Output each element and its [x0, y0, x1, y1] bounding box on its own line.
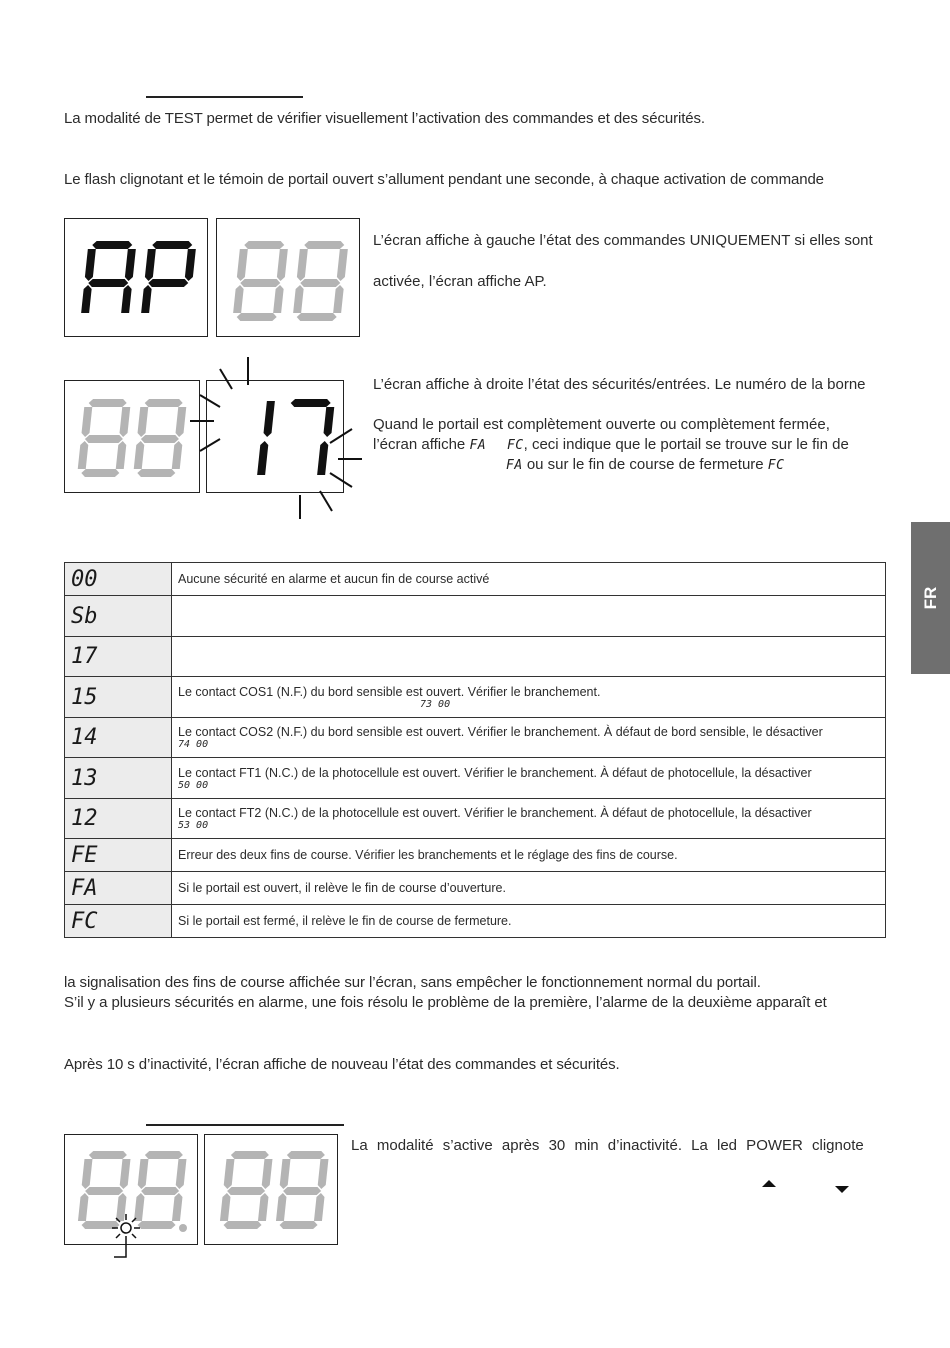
status-code: FA: [65, 872, 172, 905]
status-desc: [172, 637, 886, 677]
cmd-text-1: L’écran affiche à gauche l’état des commandes UNIQUEMENT si elles sont: [373, 232, 873, 249]
code-fa: FA: [506, 458, 523, 473]
table-row: [65, 839, 886, 872]
segment-display-88-off: [205, 1135, 337, 1244]
status-param: 74 00: [178, 739, 209, 750]
section-rule-test: [146, 96, 303, 98]
status-param: 73 00: [420, 698, 451, 710]
after-text-2: S’il y a plusieurs sécurités en alarme, une fois résolu le problème de la première, l’alarme de la deuxième apparaît et: [64, 994, 827, 1011]
status-desc: [172, 872, 886, 905]
display-safety-left: [64, 380, 200, 493]
status-desc: [172, 905, 886, 938]
display-standby-right: [204, 1134, 338, 1245]
status-desc: [172, 839, 886, 872]
table-row: [65, 799, 886, 839]
safety-text-2: Quand le portail est complètement ouverte ou complètement fermée,: [373, 416, 830, 433]
status-desc-text: Si le portail est ouvert, il relève le fin de course d’ouverture.: [178, 881, 506, 895]
arrow-up-icon: [762, 1180, 776, 1188]
code-fc: FC: [506, 438, 524, 453]
status-desc-text: Si le portail est fermé, il relève le fin de course de fermeture.: [178, 914, 512, 928]
status-desc-text: Le contact FT1 (N.C.) de la photocellule est ouvert. Vérifier le branchement. À défaut de photocellule, la désactiver: [178, 765, 812, 780]
table-row: [65, 758, 886, 799]
status-desc-text: Le contact COS2 (N.F.) du bord sensible est ouvert. Vérifier le branchement. À défaut de bord sensible, le désactiver: [178, 725, 823, 739]
status-param: 50 00: [178, 779, 209, 791]
arrow-down-icon: [835, 1186, 849, 1194]
table-row: [65, 637, 886, 677]
after-text-1: la signalisation des fins de course affichée sur l’écran, sans empêcher le fonctionnement normal du portail.: [64, 974, 761, 991]
flash-text: Le flash clignotant et le témoin de portail ouvert s’allument pendant une seconde, à chaque activation de commande: [64, 171, 824, 188]
table-row: [65, 905, 886, 938]
status-code: 17: [65, 637, 172, 677]
status-code: 13: [65, 758, 172, 799]
code-fa: FA: [469, 438, 487, 453]
status-code: FE: [65, 839, 172, 872]
standby-text: La modalité s’active après 30 min d’inactivité. La led POWER clignote: [351, 1137, 864, 1154]
display-cmd-left: [64, 218, 208, 337]
display-cmd-right: [216, 218, 360, 337]
status-desc: [172, 799, 886, 839]
status-desc: [172, 596, 886, 637]
table-row: [65, 718, 886, 758]
status-code-table: [64, 562, 886, 938]
status-code: 14: [65, 718, 172, 758]
power-led-blink-icon: [108, 1210, 148, 1260]
section-rule-standby: [146, 1124, 344, 1126]
status-desc-text: Erreur des deux fins de course. Vérifier les branchements et le réglage des fins de course.: [178, 848, 678, 862]
safety-text-4b: ou sur le fin de course de fermeture: [526, 456, 764, 473]
segment-display-88-off: [65, 381, 199, 492]
table-row: [65, 677, 886, 718]
status-code: 12: [65, 799, 172, 839]
status-code: FC: [65, 905, 172, 938]
safety-text-1: L’écran affiche à droite l’état des sécurités/entrées. Le numéro de la borne: [373, 376, 866, 393]
table-row: [65, 872, 886, 905]
test-intro-text: La modalité de TEST permet de vérifier visuellement l’activation des commandes et des sécurités.: [64, 110, 705, 127]
status-param: 53 00: [178, 820, 209, 831]
table-row: [65, 563, 886, 596]
segment-display-88-off: [217, 219, 359, 336]
status-desc: [172, 563, 886, 596]
language-tab: [911, 522, 950, 674]
status-desc-text: Le contact COS1 (N.F.) du bord sensible est ouvert. Vérifier le branchement.: [178, 684, 601, 699]
status-desc-text: Le contact FT2 (N.C.) de la photocellule est ouvert. Vérifier le branchement. À défaut de photocellule, la désactiver: [178, 806, 812, 820]
status-code: Sb: [65, 596, 172, 637]
status-desc: [172, 758, 886, 799]
status-desc-text: Aucune sécurité en alarme et aucun fin de course activé: [178, 572, 490, 586]
status-code: 15: [65, 677, 172, 718]
code-fc: FC: [767, 458, 785, 473]
after-text-3: Après 10 s d’inactivité, l’écran affiche de nouveau l’état des commandes et sécurités.: [64, 1056, 620, 1073]
safety-text-3b: , ceci indique que le portail se trouve sur le fin de: [523, 436, 849, 453]
segment-display-ap: [65, 219, 207, 336]
blink-rays-icon: [190, 355, 365, 523]
status-desc: [172, 718, 886, 758]
status-code: 00: [65, 563, 172, 596]
safety-text-3a: l’écran affiche: [373, 436, 466, 453]
safety-text-4: [506, 455, 784, 476]
status-desc: [172, 677, 886, 718]
cmd-text-2: activée, l’écran affiche AP.: [373, 273, 547, 290]
safety-text-3: [373, 435, 849, 456]
table-row: [65, 596, 886, 637]
language-tab-label: FR: [920, 586, 940, 610]
